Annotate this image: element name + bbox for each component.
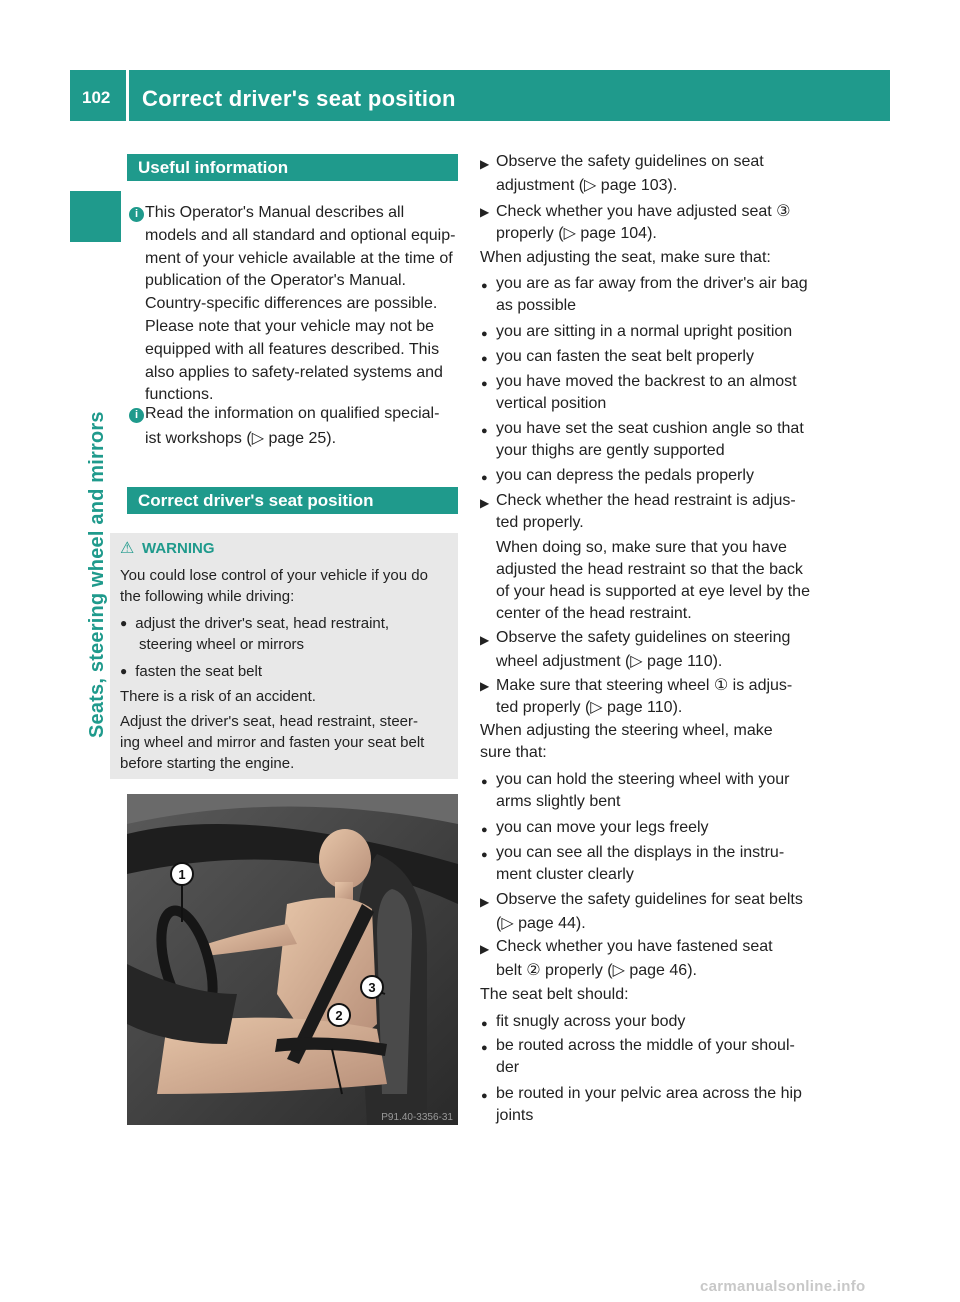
info-note-1-line: equipped with all features described. This: [145, 340, 440, 358]
info-note-1-line: functions.: [145, 386, 214, 404]
bullet-icon: ●: [481, 824, 488, 836]
right-line-cont: [480, 395, 815, 418]
right-line-plain: [480, 722, 815, 745]
right-line-cont: [480, 514, 815, 537]
info-note-1-line: also applies to safety-related systems and: [145, 363, 443, 381]
side-tab-marker: [70, 191, 121, 242]
right-line-arrow: [480, 891, 815, 914]
right-line-text: der: [496, 1059, 520, 1076]
info-icon: i: [129, 207, 144, 222]
right-line-text: of your head is supported at eye level by the: [496, 583, 810, 600]
correct-seat-position-heading: [127, 487, 458, 514]
warning-intro-line: You could lose control of your vehicle if you do: [120, 567, 428, 584]
right-line-plain: [480, 249, 815, 272]
right-line-plain: [480, 986, 815, 1009]
info-note-2-line: ist workshops (▷ page 25).: [145, 429, 337, 447]
instruction-arrow-icon: ▶: [480, 496, 490, 510]
instruction-arrow-icon: ▶: [480, 895, 490, 909]
seat-position-drawing: [127, 794, 458, 1125]
bullet-icon: ●: [481, 353, 488, 365]
instruction-arrow-icon: ▶: [480, 679, 490, 693]
bullet-icon: ●: [481, 1042, 488, 1054]
right-line-text: as possible: [496, 297, 577, 314]
warning-bullet-1-cont: steering wheel or mirrors: [139, 636, 305, 653]
warning-bullet-1-text: adjust the driver's seat, head restraint,: [135, 615, 390, 632]
right-line-cont: [480, 297, 815, 320]
right-line-text: Check whether you have adjusted seat ③: [496, 203, 791, 220]
info-note-1-line: This Operator's Manual describes all: [145, 204, 405, 221]
right-line-text: adjustment (▷ page 103).: [496, 177, 678, 194]
right-line-cont: [480, 793, 815, 816]
right-line-bullet: [480, 275, 815, 298]
header-bar: [70, 70, 890, 121]
bullet-icon: ●: [481, 1090, 488, 1102]
right-line-text: When adjusting the steering wheel, make: [480, 722, 773, 739]
right-line-text: ment cluster clearly: [496, 866, 634, 883]
info-note-1-line: models and all standard and optional equip-: [145, 226, 456, 244]
right-line-cont: [480, 561, 815, 584]
callout-2-label: 2: [335, 1008, 343, 1023]
right-line-cont: [480, 697, 815, 720]
info-note-1-line: Please note that your vehicle may not be: [145, 318, 435, 335]
right-line-text: Observe the safety guidelines on seat: [496, 153, 764, 170]
bullet-icon: ●: [120, 664, 128, 678]
right-line-text: fit snugly across your body: [496, 1013, 686, 1030]
right-line-text: arms slightly bent: [496, 793, 621, 810]
right-line-text: your thighs are gently supported: [496, 442, 725, 459]
warning-intro-line: the following while driving:: [120, 588, 295, 605]
bullet-icon: ●: [481, 425, 488, 437]
right-line-text: When doing so, make sure that you have: [496, 539, 787, 556]
useful-information-heading-text: Useful information: [138, 158, 289, 177]
warning-advice-line: before starting the engine.: [120, 755, 295, 772]
warning-bullet-1: [120, 613, 389, 634]
right-line-text: sure that:: [480, 744, 547, 761]
right-line-text: adjusted the head restraint so that the back: [496, 561, 803, 578]
right-line-bullet: [480, 373, 815, 396]
right-line-text: you have moved the backrest to an almost: [496, 373, 797, 390]
right-line-cont: [480, 175, 815, 198]
instruction-arrow-icon: ▶: [480, 633, 490, 647]
right-line-cont: [480, 442, 815, 465]
right-line-text: you are sitting in a normal upright position: [496, 323, 793, 340]
right-line-bullet: [480, 771, 815, 794]
instruction-arrow-icon: ▶: [480, 942, 490, 956]
right-line-bullet: [480, 323, 815, 346]
right-line-text: be routed across the middle of your shoul-: [496, 1037, 795, 1054]
info-note-1-line: Country-specific differences are possible.: [145, 295, 438, 313]
bullet-icon: ●: [481, 776, 488, 788]
warning-bullet-2-text: fasten the seat belt: [135, 663, 263, 680]
right-line-text: wheel adjustment (▷ page 110).: [496, 653, 723, 670]
page-title: Correct driver's seat position: [142, 86, 456, 111]
right-line-text: center of the head restraint.: [496, 605, 692, 622]
bullet-icon: ●: [481, 328, 488, 340]
callout-3-label: 3: [368, 980, 376, 995]
right-line-cont: [480, 960, 815, 983]
correct-seat-position-heading-text: Correct driver's seat position: [138, 491, 374, 510]
right-line-arrow: [480, 629, 815, 652]
right-line-plain: [480, 744, 815, 767]
callout-1-label: 1: [178, 867, 186, 882]
right-line-bullet: [480, 1037, 815, 1060]
seat-position-illustration: [127, 794, 458, 1125]
right-line-cont: [480, 913, 815, 936]
right-line-bullet: [480, 420, 815, 443]
right-line-cont: [480, 651, 815, 674]
right-line-text: Observe the safety guidelines for seat belts: [496, 891, 803, 908]
right-line-text: properly (▷ page 104).: [496, 225, 657, 242]
right-line-text: you can fasten the seat belt properly: [496, 348, 754, 365]
right-line-text: you can see all the displays in the instru-: [496, 844, 785, 861]
bullet-icon: ●: [481, 849, 488, 861]
right-line-cont: [480, 223, 815, 246]
right-line-text: you are as far away from the driver's air bag: [496, 275, 808, 292]
right-line-text: Check whether the head restraint is adjus-: [496, 492, 796, 509]
warning-advice-line: ing wheel and mirror and fasten your seat belt: [120, 734, 425, 751]
side-chapter-label: Seats, steering wheel and mirrors: [86, 411, 108, 738]
info-note-2-line: Read the information on qualified special-: [145, 405, 440, 422]
right-line-text: you can hold the steering wheel with your: [496, 771, 790, 788]
bullet-icon: ●: [481, 378, 488, 390]
right-line-cont: [480, 1059, 815, 1082]
right-line-arrow: [480, 153, 815, 176]
warning-box: [110, 533, 458, 779]
warning-triangle-icon: ⚠: [120, 540, 135, 557]
right-line-text: (▷ page 44).: [496, 915, 586, 932]
right-line-text: ted properly.: [496, 514, 584, 531]
right-line-cont: [480, 605, 815, 628]
page-number: 102: [82, 88, 111, 107]
warning-advice-line: Adjust the driver's seat, head restraint, steer-: [120, 713, 419, 730]
right-line-text: Observe the safety guidelines on steering: [496, 629, 791, 646]
right-line-text: Make sure that steering wheel ① is adjus-: [496, 677, 793, 694]
right-line-bullet: [480, 1013, 815, 1036]
figure-code: P91.40-3356-31: [381, 1112, 453, 1123]
header-divider: [126, 70, 129, 121]
right-line-text: When adjusting the seat, make sure that:: [480, 249, 771, 266]
right-line-text: you can depress the pedals properly: [496, 467, 754, 484]
right-line-bullet: [480, 467, 815, 490]
right-line-text: The seat belt should:: [480, 986, 629, 1003]
info-note-1-line: publication of the Operator's Manual.: [145, 272, 406, 290]
warning-risk: There is a risk of an accident.: [120, 688, 316, 705]
bullet-icon: ●: [481, 280, 488, 292]
right-line-arrow: [480, 492, 815, 515]
right-line-bullet: [480, 1085, 815, 1108]
right-line-text: ted properly (▷ page 110).: [496, 699, 683, 716]
right-line-text: vertical position: [496, 395, 607, 412]
right-line-text: you have set the seat cushion angle so that: [496, 420, 804, 437]
bullet-icon: ●: [120, 616, 128, 630]
right-line-bullet: [480, 819, 815, 842]
right-line-text: belt ② properly (▷ page 46).: [496, 962, 697, 979]
warning-title: WARNING: [142, 540, 215, 557]
right-line-arrow: [480, 201, 815, 224]
right-line-text: be routed in your pelvic area across the hip: [496, 1085, 802, 1102]
right-line-text: Check whether you have fastened seat: [496, 938, 773, 955]
bullet-icon: ●: [481, 472, 488, 484]
right-line-cont: [480, 1107, 815, 1130]
right-line-bullet: [480, 844, 815, 867]
info-note-1-line: ment of your vehicle available at the time of: [145, 249, 453, 267]
bullet-icon: ●: [481, 1018, 488, 1030]
right-line-cont: [480, 866, 815, 889]
warning-bullet-2: [120, 661, 262, 682]
right-line-bullet: [480, 348, 815, 371]
info-icon: i: [129, 408, 144, 423]
instruction-arrow-icon: ▶: [480, 205, 490, 219]
right-line-text: you can move your legs freely: [496, 819, 709, 836]
watermark: carmanualsonline.info: [700, 1278, 866, 1295]
right-line-cont: [480, 583, 815, 606]
useful-information-heading: [127, 154, 458, 181]
instruction-arrow-icon: ▶: [480, 157, 490, 171]
right-line-arrow: [480, 675, 815, 698]
right-line-cont: [480, 539, 815, 562]
right-line-arrow: [480, 938, 815, 961]
right-line-text: joints: [496, 1107, 534, 1124]
